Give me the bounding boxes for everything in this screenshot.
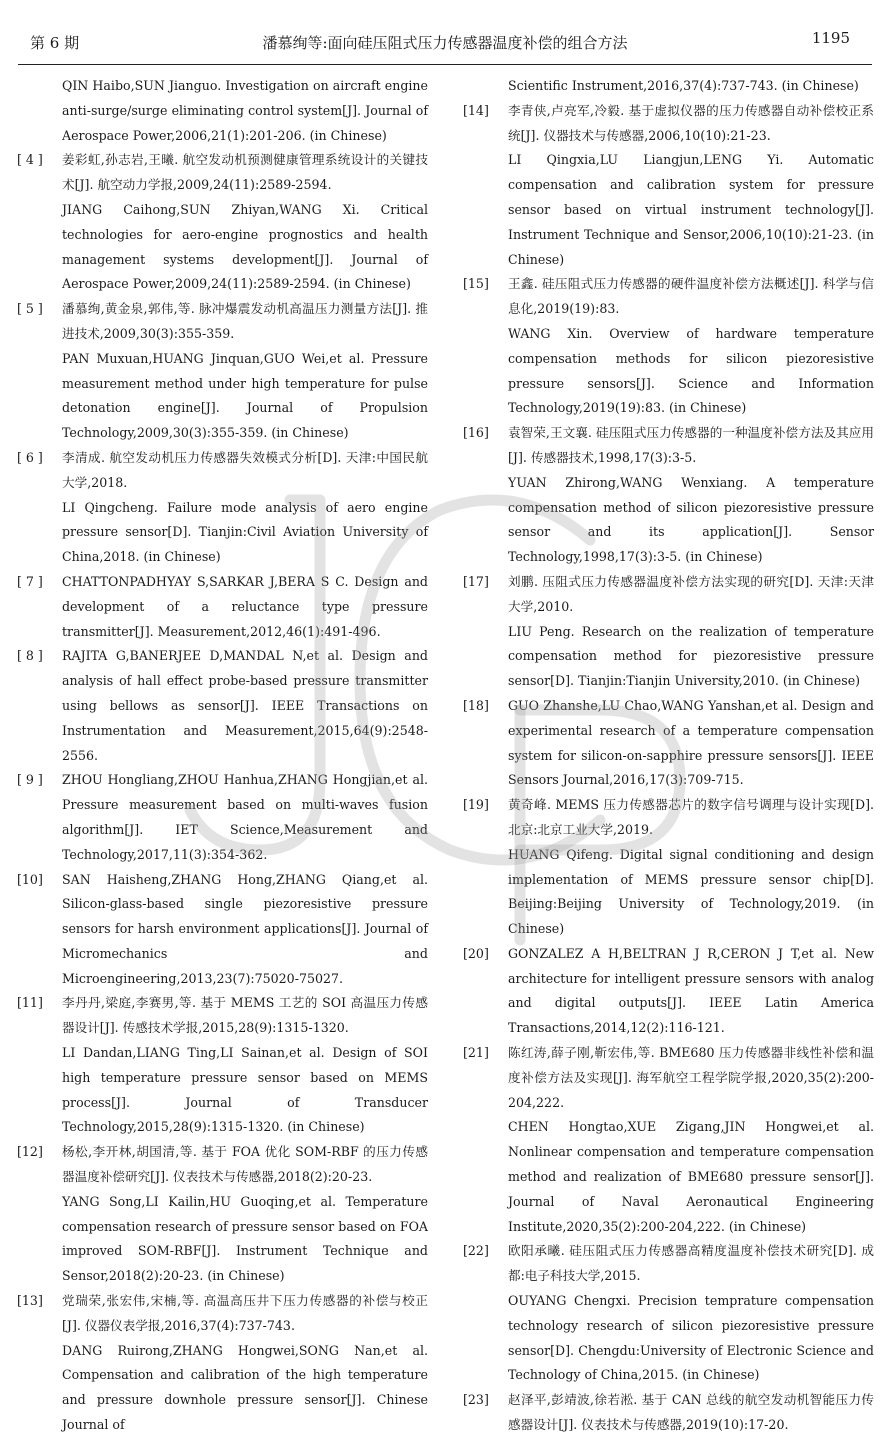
reference-number: [22] (463, 1243, 489, 1259)
reference-entry (17, 1140, 428, 1289)
reference-number: [19] (463, 797, 489, 813)
issue-label: 第 6 期 (30, 34, 80, 52)
reference-chinese-text: 赵泽平,彭靖波,徐若淞. 基于 CAN 总线的航空发动机智能压力传感器设计[J]. 仪表技术与传感器,2019(10):17-20. (508, 1392, 874, 1433)
reference-chinese-text: 袁智荣,王文襄. 硅压阻式压力传感器的一种温度补偿方法及其应用[J]. 传感器技术,1998,17(3):3-5. (508, 425, 874, 465)
reference-entry (17, 570, 428, 644)
reference-entry (463, 1388, 874, 1438)
reference-entry (17, 991, 428, 1140)
reference-entry (17, 297, 428, 446)
reference-entry (463, 272, 874, 421)
reference-english-text: LIU Peng. Research on the realization of temperature compensation method for piezoresistive pressure sensor[D]. Tianjin:Tianjin University,2010. (in Chinese) (508, 623, 874, 689)
reference-chinese-text: 李青侠,卢亮军,冷毅. 基于虚拟仪器的压力传感器自动补偿校正系统[J]. 仪器技术与传感器,2006,10(10):21-23. (508, 102, 874, 143)
reference-chinese-text: 陈红涛,薛子刚,靳宏伟,等. BME680 压力传感器非线性补偿和温度补偿方法及实现[J]. 海军航空工程学院学报,2020,35(2):200-204,222. (508, 1045, 874, 1110)
reference-entry (463, 694, 874, 793)
page-header (18, 26, 872, 60)
reference-number: [ 8 ] (17, 648, 43, 664)
reference-number: [ 6 ] (17, 449, 43, 465)
reference-number: [16] (463, 425, 489, 441)
reference-english-text: QIN Haibo,SUN Jianguo. Investigation on aircraft engine anti-surge/surge eliminating control system[J]. Journal of Aerospace Power,2006,21(1):201-206. (in Chinese) (62, 78, 428, 143)
reference-entry (463, 421, 874, 570)
reference-english-text: CHATTONPADHYAY S,SARKAR J,BERA S C. Design and development of a reluctance type pressure transmitter[J]. Measurement,2012,46(1):491-496. (62, 573, 428, 639)
header-rule (18, 64, 872, 65)
reference-english-text: OUYANG Chengxi. Precision temprature compensation technology research of silicon piezoresistive pressure sensor[D]. Chengdu:University of Electronic Science and Technology of China,2015. (in Chinese) (508, 1293, 874, 1383)
reference-number: [ 7 ] (17, 573, 43, 589)
reference-english-text: LI Qingcheng. Failure mode analysis of aero engine pressure sensor[D]. Tianjin:Civil Aviation University of China,2018. (in Chinese) (62, 499, 428, 565)
reference-entry (463, 1239, 874, 1388)
reference-english-text: CHEN Hongtao,XUE Zigang,JIN Hongwei,et al. Nonlinear compensation and temperature compensation method and realization of BME680 pressure sensor[J]. Journal of Naval Aeronautical Engineering Institute,2020,35(2):200-204,222. (in Chinese) (508, 1119, 874, 1234)
reference-entry (17, 148, 428, 297)
reference-number: [13] (17, 1293, 43, 1309)
reference-english-text: JIANG Caihong,SUN Zhiyan,WANG Xi. Critical technologies for aero-engine prognostics and health management systems development[J]. Journal of Aerospace Power,2009,24(11):2589-2594. (in Chinese) (62, 201, 428, 292)
reference-english-text: LI Qingxia,LU Liangjun,LENG Yi. Automatic compensation and calibration system for pressure sensor based on virtual instrument technology[J]. Instrument Technique and Sensor,2006,10(10):21-23. (in Chinese) (508, 152, 874, 267)
reference-chinese-text: 黄奇峰. MEMS 压力传感器芯片的数字信号调理与设计实现[D]. 北京:北京工业大学,2019. (508, 797, 874, 837)
reference-entry (463, 570, 874, 694)
reference-chinese-text: 潘慕绚,黄金泉,郭伟,等. 脉冲爆震发动机高温压力测量方法[J]. 推进技术,2009,30(3):355-359. (62, 301, 428, 341)
reference-number: [ 9 ] (17, 772, 43, 788)
reference-english-text: Scientific Instrument,2016,37(4):737-743. (in Chinese) (508, 78, 859, 93)
reference-chinese-text: 杨松,李开林,胡国清,等. 基于 FOA 优化 SOM-RBF 的压力传感器温度补偿研究[J]. 仪表技术与传感器,2018(2):20-23. (62, 1144, 428, 1185)
reference-number: [15] (463, 276, 489, 292)
reference-english-text: GUO Zhanshe,LU Chao,WANG Yanshan,et al. Design and experimental research of a temperature compensation system for silicon-on-sapphire pressure sensors[J]. IEEE Sensors Journal,2016,17(3):709-715. (508, 697, 874, 788)
reference-english-text: GONZALEZ A H,BELTRAN J R,CERON J T,et al. New architecture for intelligent pressure sensors with analog and digital outputs[J]. IEEE Latin America Transactions,2014,12(2):116-121. (508, 945, 874, 1036)
reference-number: [ 5 ] (17, 301, 43, 317)
reference-number: [14] (463, 102, 489, 118)
reference-entry (463, 1041, 874, 1239)
reference-number: [20] (463, 945, 489, 961)
reference-english-text: SAN Haisheng,ZHANG Hong,ZHANG Qiang,et al. Silicon-glass-based single piezoresistive pressure sensors for harsh environment applications[J]. Journal of Micromechanics and Microengineering,2013,23(7):75020-75027. (62, 871, 428, 986)
reference-english-text: PAN Muxuan,HUANG Jinquan,GUO Wei,et al. Pressure measurement method under high temperature for pulse detonation engine[J]. Journal of Propulsion Technology,2009,30(3):355-359. (in Chinese) (62, 350, 428, 441)
reference-entry (463, 942, 874, 1041)
reference-english-text: DANG Ruirong,ZHANG Hongwei,SONG Nan,et al. Compensation and calibration of the high temperature and pressure downhole pressure sensor[J]. Chinese Journal of (62, 1342, 428, 1433)
reference-entry (17, 768, 428, 867)
reference-entry (17, 446, 428, 570)
reference-column-right (463, 74, 874, 1438)
reference-chinese-text: 李丹丹,梁庭,李赛男,等. 基于 MEMS 工艺的 SOI 高温压力传感器设计[J]. 传感技术学报,2015,28(9):1315-1320. (62, 995, 428, 1036)
reference-column-left (17, 74, 428, 1438)
reference-entry (463, 74, 874, 99)
reference-number: [18] (463, 697, 489, 713)
reference-chinese-text: 李清成. 航空发动机压力传感器失效模式分析[D]. 天津:中国民航大学,2018. (62, 449, 428, 490)
reference-chinese-text: 王鑫. 硅压阻式压力传感器的硬件温度补偿方法概述[J]. 科学与信息化,2019(19):83. (508, 276, 874, 317)
reference-english-text: WANG Xin. Overview of hardware temperature compensation methods for silicon piezoresistive pressure sensors[J]. Science and Information Technology,2019(19):83. (in Chinese) (508, 325, 874, 416)
reference-entry (463, 793, 874, 942)
reference-entry (17, 1289, 428, 1438)
reference-entry (17, 868, 428, 992)
reference-number: [11] (17, 995, 43, 1011)
reference-chinese-text: 刘鹏. 压阻式压力传感器温度补偿方法实现的研究[D]. 天津:天津大学,2010. (508, 573, 874, 614)
reference-english-text: YUAN Zhirong,WANG Wenxiang. A temperature compensation method of silicon piezoresistive pressure sensor and its application[J]. Sensor Technology,1998,17(3):3-5. (in Chinese) (508, 474, 874, 565)
running-title: 潘慕绚等:面向硅压阻式压力传感器温度补偿的组合方法 (262, 34, 628, 52)
reference-chinese-text: 党瑞荣,张宏伟,宋楠,等. 高温高压井下压力传感器的补偿与校正[J]. 仪器仪表学报,2016,37(4):737-743. (62, 1293, 428, 1333)
reference-english-text: HUANG Qifeng. Digital signal conditioning and design implementation of MEMS pressure sensor chip[D]. Beijing:Beijing University of Technology,2019. (in Chinese) (508, 846, 874, 937)
reference-english-text: YANG Song,LI Kailin,HU Guoqing,et al. Temperature compensation research of pressure sensor based on FOA improved SOM-RBF[J]. Instrument Technique and Sensor,2018(2):20-23. (in Chinese) (62, 1193, 428, 1284)
reference-entry (17, 74, 428, 148)
reference-number: [12] (17, 1144, 43, 1160)
reference-number: [17] (463, 573, 489, 589)
reference-number: [10] (17, 871, 43, 887)
reference-entry (463, 99, 874, 273)
page-number: 1195 (811, 29, 850, 47)
reference-english-text: ZHOU Hongliang,ZHOU Hanhua,ZHANG Hongjian,et al. Pressure measurement based on multi-waves fusion algorithm[J]. IET Science,Measurement and Technology,2017,11(3):354-362. (62, 772, 428, 862)
reference-number: [ 4 ] (17, 152, 43, 168)
reference-chinese-text: 欧阳承曦. 硅压阻式压力传感器高精度温度补偿技术研究[D]. 成都:电子科技大学,2015. (508, 1243, 874, 1284)
reference-chinese-text: 姜彩虹,孙志岩,王曦. 航空发动机预测健康管理系统设计的关键技术[J]. 航空动力学报,2009,24(11):2589-2594. (62, 152, 428, 193)
reference-english-text: RAJITA G,BANERJEE D,MANDAL N,et al. Design and analysis of hall effect probe-based pressure transmitter using bellows as sensor[J]. IEEE Transactions on Instrumentation and Measurement,2015,64(9):2548-2556. (62, 648, 428, 763)
reference-entry (17, 644, 428, 768)
reference-number: [23] (463, 1392, 489, 1408)
reference-english-text: LI Dandan,LIANG Ting,LI Sainan,et al. Design of SOI high temperature pressure sensor based on MEMS process[J]. Journal of Transducer Technology,2015,28(9):1315-1320. (in Chinese) (62, 1045, 428, 1135)
reference-number: [21] (463, 1045, 489, 1061)
